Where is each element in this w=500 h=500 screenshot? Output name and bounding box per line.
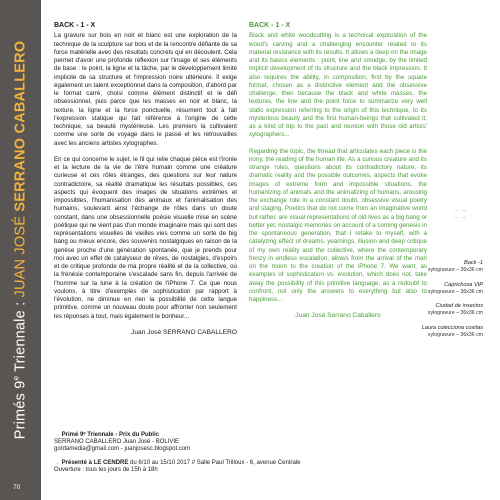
english-paragraph-1: Black and white woodcutting is a technical exploration of the wood's carving and a challenging encounter related to its material resistance with its results. It allows a deep on the image and its basics elements : point, line and smudge, by the limited implicit development of its structure and the black impression. It also requires the ability, in composition, first by the square format, chosen as a distinctive element and the obsessive challenge, then because the black and white masses, the textures, the line and the point force to summarize very well static expression referring to the origin of this technique, to its mysterious beauty and the first human-beings that cultivated it, as a kind of trip to the past and reunion with those old artists' xylographers... — [249, 32, 427, 139]
work-title: Ciudad de insectos — [435, 303, 483, 309]
english-paragraph-2: Regarding the topic, the thread that articulates each piece is the irony, the reading of the human life. As a curious creature and its strange roles, questions about its contradictory nature, its dramatic reality and the possible outcomes, aspects that evoke images of extreme form and impossible situations, the humanizing of animals and the animalizing of humans, arousing the exchange role in a constant doubt, obsessive visual poetry and staging. Poetics that do not come from an imaginative world but rather, are visual representations of old lives as a big bang or better yet, nostalgic memories on account of a coming genesis in the spontaneous generation, that I retake to myself, with a catalyzing effect of dreams, yearnings, illusion and deep critique of my own reality and the collective, where the contemporary frenzy in endless escalation, allows from the arrival of the man on the moon to the creation of the iPhone 7. We want, as examples of sophistication vs. evolution, which does not, take away the possibility of this primitive language, as a redoubt to confront, not only the answers to everything but also to happiness... — [249, 147, 427, 303]
work-meta: xylogravure – 36x36 cm — [427, 310, 483, 316]
work-meta: xylogravure – 36x36 cm — [427, 288, 483, 295]
side-spine — [0, 0, 41, 500]
english-signature: Juan José Serrano Caballero — [295, 312, 381, 320]
french-heading: BACK - 1 - X — [54, 22, 96, 29]
prize-line: Primé 9ᵉ Triennale - Prix du Public — [61, 432, 159, 438]
french-column — [54, 22, 237, 337]
work-item — [363, 303, 483, 317]
work-title: Caprichosa VIP — [444, 281, 483, 288]
work-meta: xylogravure – 36x36 cm — [427, 331, 483, 338]
french-paragraph-2: En ce qui concerne le sujet, le fil qui relie chaque pièce est l'ironie et la lecture de la vie de l'être humain comme une créature curieuse et ces rôles étranges, des questions sur leur nature contradictoire, sa réalité dramatique les résultats possibles, ces aspects qui évoquent des images de situations extrêmes et impossibles, l'humanisation des animaux et l'animalisation des humains, soulevant ainsi l'échange de rôles dans un doute constant, dans une obsessionnelle poésie visuelle mise en scène poétique qui ne vient pas d'un monde imaginaire mais qui sont des représentations visuelles de vieilles vies comme un sorte de big bang ou mieux encore, des souvenirs nostalgiques en raison de la genèse proche d'une génération spontanée, que je prends pour moi avec un effet de catalyseur de rêves, de nostalgies, d'espoirs et de critique profonde de ma propre réalité et de la collective, où la frénésie contemporaine s'escalade sans fin, depuis l'arrivée de l'homme sur la lune à la création de l'iPhone 7. Ce que nous voulons, à titre d'exemples de sophistication par rapport à l'évolution, ne diminue en rien la possibilité de cette langue primitive, comme un nouveau doute pour affronter non seulement les réponses à tout, mais également le bonheur... — [54, 155, 237, 320]
spine-prefix: Primés 9 — [12, 380, 29, 440]
work-item — [363, 325, 483, 339]
presented-label: Présenté à LE CENDRE — [61, 459, 129, 466]
work-item — [363, 260, 483, 274]
spine-title — [12, 41, 29, 440]
work-item — [363, 282, 483, 296]
works-list — [363, 260, 483, 346]
english-heading: BACK - 1 - X — [249, 22, 291, 29]
spine-prefix-rest: Triennale : — [12, 297, 29, 376]
hours-line: Ouverture : tous les jours de 15h à 18h — [54, 466, 158, 473]
work-title: Laura colecciona cositas — [421, 324, 483, 331]
presented-details: du 6/10 au 15/10 2017 // Salle Paul Trilloux - 6, avenue Centrale — [128, 459, 301, 466]
arrow-icon: → — [452, 205, 460, 214]
work-meta: xylogravure – 36x36 cm — [427, 267, 483, 273]
artist-line: SERRANO CABALLERO Juan José - BOLIVIE — [54, 439, 180, 446]
arrow-icon: → — [54, 459, 60, 466]
work-title: Back -1 — [464, 260, 483, 266]
arrow-icon: → — [459, 212, 467, 221]
arrow-markers-top — [452, 206, 472, 220]
spine-prefix-sup: e — [11, 375, 21, 381]
footer-venue-block — [54, 460, 434, 474]
footer-artist-block — [54, 432, 434, 454]
spine-artist-last-name: SERRANO CABALLERO — [12, 40, 29, 212]
page-number: 70 — [13, 484, 21, 491]
arrow-icon: → — [452, 212, 460, 221]
contact-line[interactable]: gordamedia@gmail.com - juanjosesc.blogspot.com — [54, 446, 191, 453]
spine-artist-first-name: JUAN JOSÉ — [12, 211, 29, 298]
arrow-icon: → — [459, 205, 467, 214]
french-signature: Juan José SERRANO CABALLERO — [131, 328, 237, 336]
arrow-icon: → — [54, 432, 60, 438]
french-paragraph-1: La gravure sur bois en noir et blanc est une exploration de la technique de la sculpture sur bois et de la rencontre défiante de sa force matérielle avec des résultats concrets qui en découlent. Cela permet d'avoir une profonde réflexion sur l'image et ses éléments de base : le point, la ligne et la tâche, par le développement limité implicite de sa structure et l'impression noire ultérieure. Il exige également un talent exceptionnel dans la composition, d'abord par le format carré, choisi comme élément distinctif et le défi obsessionnel, puis parce que les masses en noir et blanc, la texture, la ligne et la force ponctuelle, résument tout à fait l'expression statique qui fait référence à l'origine de cette technique, sa beauté mystérieuse. Les premiers la cultivaient comme une sorte de voyage dans le passé et les retrouvailles avec les anciens artistes xylographes. — [54, 32, 237, 147]
footer-info — [54, 432, 434, 480]
